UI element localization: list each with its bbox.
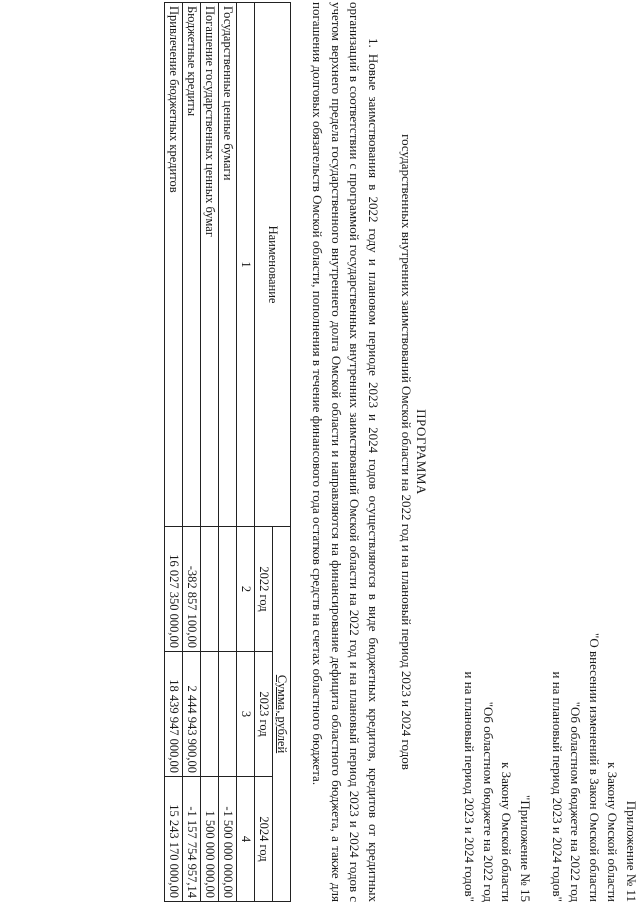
colnum-2: 2 (237, 527, 255, 652)
table-header-row (273, 3, 291, 902)
program-title-block (399, 2, 429, 902)
header-year-2024: 2024 год (255, 777, 273, 902)
header-name-cell: Наименование (255, 3, 291, 527)
row-name: Погашение государственных ценных бумаг (201, 3, 219, 527)
appendix-15-number: "Приложение № 15 (518, 795, 533, 902)
header-sum-cell: Сумма, рублей (273, 527, 291, 902)
row-value-2024: -1 157 754 957,14 (183, 777, 201, 902)
row-value-2022 (219, 527, 237, 652)
row-value-2024: -1 500 000 000,00 (219, 777, 237, 902)
row-value-2024: 1 500 000 000,00 (201, 777, 219, 902)
colnum-3: 3 (237, 652, 255, 777)
header-year-2023: 2023 год (255, 652, 273, 777)
table-row (165, 3, 183, 902)
row-value-2023: 18 439 947 000,00 (165, 652, 183, 777)
row-name: Бюджетные кредиты (183, 3, 201, 527)
appendix-15-budget: "Об областном бюджете на 2022 год (481, 701, 496, 902)
row-value-2022 (201, 527, 219, 652)
header-year-2022: 2022 год (255, 527, 273, 652)
row-name: Привлечение бюджетных кредитов (165, 3, 183, 527)
row-value-2024: 15 243 170 000,00 (165, 777, 183, 902)
appendix-11-law-ref: к Закону Омской области (605, 762, 621, 902)
row-value-2023 (219, 652, 237, 777)
table-row (183, 3, 201, 902)
program-subheading: государственных внутренних заимствований Омской области на 2022 год и на плановый период 2023 и 2024 годов (399, 134, 414, 770)
appendix-11-amendment: "О внесении изменений в Закон Омской области (587, 633, 602, 902)
colnum-1: 1 (237, 3, 255, 527)
row-value-2023: 2 444 943 900,00 (183, 652, 201, 777)
appendix-11-budget: "Об областном бюджете на 2022 год (568, 701, 584, 902)
row-value-2023 (201, 652, 219, 777)
program-paragraph-1: 1. Новые заимствования в 2022 году и плановом периоде 2023 и 2024 годов осуществляются в виде бюджетных кредитов, кредитов от кредитных организаций в соответствии с программой государственных внутренних заимствований Омской области на 2022 год и на плановый период 2023 и 2024 годов с учетом верхнего предела государственного внутреннего долга Омской области и направляются на финансирование дефицита областного бюджета, а также для погашения долговых обязательств Омской области, пополнения в течение финансового года остатков средств на счетах областного бюджета. (310, 2, 381, 902)
borrowings-table (164, 2, 291, 902)
appendix-11-period: и на плановый период 2023 и 2024 годов" (550, 671, 565, 902)
colnum-4: 4 (237, 777, 255, 902)
rotated-document-page (0, 2, 640, 902)
program-heading: ПРОГРАММА (414, 409, 429, 495)
appendix-15-period: и на плановый период 2023 и 2024 годов" (462, 671, 478, 902)
appendix-11-header (548, 633, 640, 902)
appendix-11-number: Приложение № 11 (624, 800, 639, 902)
table-row (201, 3, 219, 902)
appendix-15-law-ref: к Закону Омской области (499, 762, 515, 902)
row-name: Государственные ценные бумаги (219, 3, 237, 527)
table-row (219, 3, 237, 902)
table-colnum-row (237, 3, 255, 902)
row-value-2022: 16 027 350 000,00 (165, 527, 183, 652)
appendix-15-header (460, 671, 534, 902)
row-value-2022: -382 857 100,00 (183, 527, 201, 652)
